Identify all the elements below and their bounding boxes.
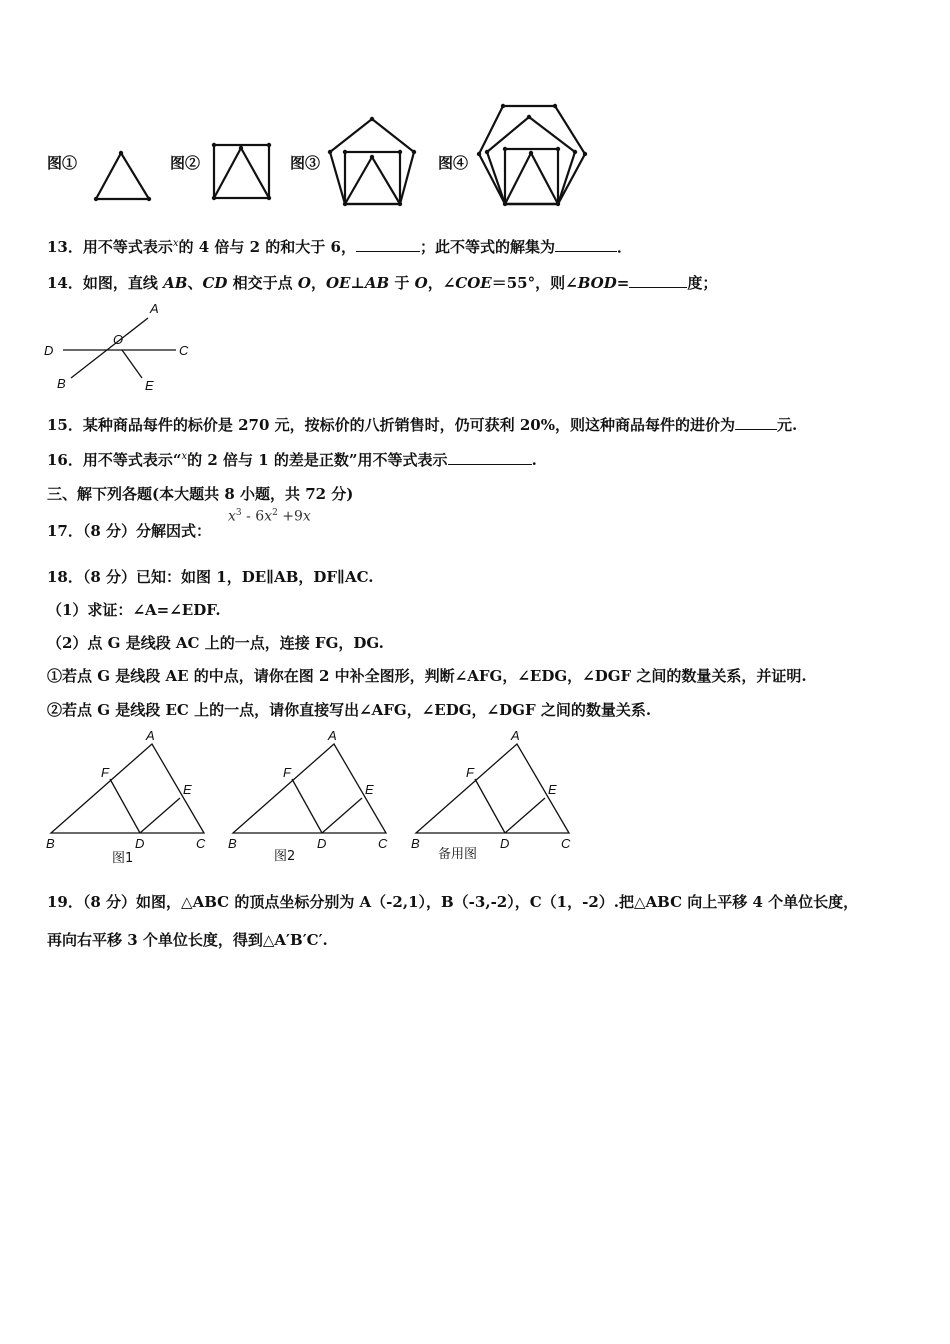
q18-line-2: （1）求证：∠A=∠EDF. — [47, 601, 221, 619]
q14-text-2: 相交于点 — [227, 274, 298, 292]
q14-o2: O — [414, 274, 428, 292]
fig2-label-c: C — [378, 836, 388, 851]
q14-label-c: C — [179, 343, 189, 358]
fig2-label-b: B — [228, 836, 237, 851]
q13-text-4: ． — [616, 238, 632, 256]
q14-oe: OE — [325, 274, 351, 292]
fig3-label-c: C — [561, 836, 571, 851]
q14-text-5: ，∠ — [427, 274, 456, 292]
figure-label-1: 图① — [47, 154, 78, 172]
fig3-label-f: F — [466, 765, 474, 780]
q13-text-2: 的 4 倍与 2 的和大于 6， — [178, 238, 356, 256]
fig1-label-a: A — [146, 728, 155, 743]
q17-minus: - 6 — [241, 508, 265, 525]
q17-x3: x — [228, 508, 236, 525]
q14-text-4: 于 — [389, 274, 415, 292]
fig3-label-b: B — [411, 836, 420, 851]
q14-text-1: 如图，直线 — [82, 274, 164, 292]
q14-coe: COE — [455, 274, 492, 292]
q14-label-d: D — [44, 343, 54, 358]
q14-ab2: AB — [364, 274, 390, 292]
q18-line-4: ①若点 G 是线段 AE 的中点，请你在图 2 中补全图形，判断∠AFG，∠EDG，∠DGF 之间的数量关系，并证明. — [47, 667, 807, 685]
q13-number: 13． — [47, 238, 83, 256]
q16-text-1: 用不等式表示“ — [82, 451, 182, 469]
fig1-caption: 图1 — [112, 851, 134, 866]
q14-text-7: = — [616, 274, 630, 292]
q13-text-1: 用不等式表示 — [82, 238, 173, 256]
q16-text-2: 的 2 倍与 1 的差是正数”用不等式表示 — [187, 451, 448, 469]
fig3-label-d: D — [500, 836, 510, 851]
fig1-label-e: E — [183, 782, 192, 797]
q14-text-6: ＝55°，则∠ — [491, 274, 578, 292]
q15-text: 某种商品每件的标价是 270 元，按标价的八折销售时，仍可获利 20%，则这种商品每件的进价为 — [82, 416, 735, 434]
figure-label-3: 图③ — [290, 154, 321, 172]
q13-text-3: ；此不等式的解集为 — [419, 238, 555, 256]
q13-variable-x: x — [172, 238, 179, 249]
q17-plus: +9 — [277, 508, 303, 525]
fig2-label-f: F — [283, 765, 291, 780]
fig2-label-e: E — [365, 782, 374, 797]
q17-x1: x — [302, 508, 311, 525]
fig2-label-a: A — [328, 728, 337, 743]
figure-label-2: 图② — [170, 154, 201, 172]
q14-text-3: ， — [310, 274, 326, 292]
q17-x2: x — [264, 508, 273, 525]
q14-label-b: B — [57, 376, 66, 391]
q17-exp2: 2 — [272, 508, 278, 518]
q14-number: 14． — [47, 274, 83, 292]
fig3-label-e: E — [548, 782, 557, 797]
q17-text: （8 分）分解因式： — [82, 522, 212, 540]
q19-line-2: 再向右平移 3 个单位长度，得到△A′B′C′. — [47, 931, 328, 949]
q14-o: O — [297, 274, 311, 292]
fig2-caption: 图2 — [274, 849, 296, 864]
fig3-label-a: A — [511, 728, 520, 743]
q14-label-a: A — [150, 301, 159, 316]
figure-label-4: 图④ — [438, 154, 469, 172]
q14-sep: 、 — [187, 274, 203, 292]
q15-end: 元. — [776, 416, 798, 434]
q16-number: 16． — [47, 451, 83, 469]
q18-line-5: ②若点 G 是线段 EC 上的一点，请你直接写出∠AFG，∠EDG，∠DGF 之间的数量关系. — [47, 701, 652, 719]
q19-line-1: 19．（8 分）如图，△ABC 的顶点坐标分别为 A（-2,1），B（-3,-2），C（1，-2）.把△ABC 向上平移 4 个单位长度， — [47, 893, 859, 911]
fig1-label-f: F — [101, 765, 109, 780]
q14-cd: CD — [202, 274, 228, 292]
fig1-label-c: C — [196, 836, 206, 851]
q17-number: 17． — [47, 522, 83, 540]
fig3-caption: 备用图 — [438, 847, 478, 862]
q14-bod: BOD — [577, 274, 617, 292]
q14-label-e: E — [145, 378, 154, 393]
q14-ab: AB — [163, 274, 188, 292]
q18-line-3: （2）点 G 是线段 AC 上的一点，连接 FG，DG. — [47, 634, 384, 652]
q17-exp3: 3 — [235, 508, 242, 518]
fig1-label-b: B — [46, 836, 55, 851]
q14-text-8: 度； — [687, 274, 718, 292]
q16-variable-x: x — [181, 451, 188, 462]
fig1-label-d: D — [135, 836, 145, 851]
q15-number: 15． — [47, 416, 83, 434]
q16-end: . — [531, 451, 537, 469]
q18-line-1: 18．（8 分）已知：如图 1，DE∥AB，DF∥AC. — [47, 568, 374, 586]
fig2-label-d: D — [317, 836, 327, 851]
section-3-heading: 三、解下列各题(本大题共 8 小题，共 72 分) — [47, 485, 354, 503]
q14-perp: ⊥ — [350, 274, 365, 292]
q14-label-o: O — [113, 332, 124, 347]
